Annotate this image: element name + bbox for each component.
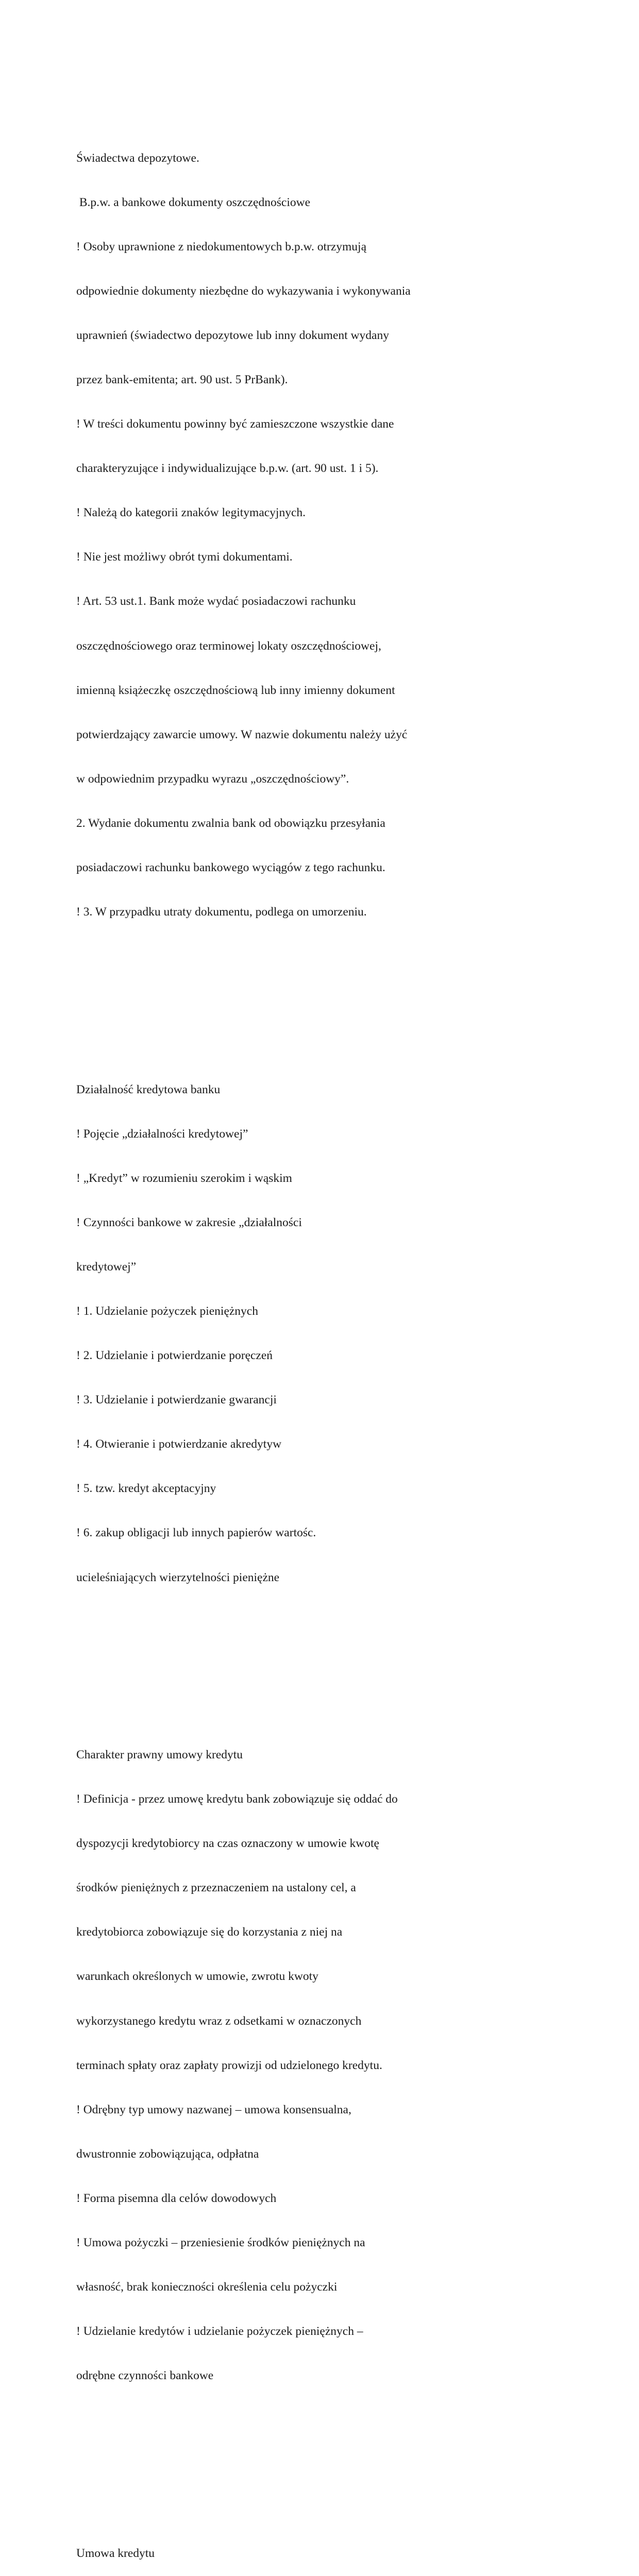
document-body: [76, 77, 592, 2576]
section-swiadectwa-depozytowe: [76, 121, 592, 949]
paragraph-line: terminach spłaty oraz zapłaty prowizji od udzielonego kredytu.: [76, 2058, 382, 2072]
paragraph-line: wykorzystanego kredytu wraz z odsetkami w oznaczonych: [76, 2014, 362, 2028]
paragraph-line: ! 2. Udzielanie i potwierdzanie poręczeń: [76, 1349, 273, 1363]
paragraph-spacer: [76, 993, 592, 1008]
paragraph-line: ! Odrębny typ umowy nazwanej – umowa konsensualna,: [76, 2103, 351, 2116]
paragraph-line: ! Umowa pożyczki – przeniesienie środków pieniężnych na: [76, 2235, 365, 2249]
paragraph-line: ! Osoby uprawnione z niedokumentowych b.p.w. otrzymują: [76, 240, 367, 253]
section-dzialalnosc-kredytowa: [76, 1053, 592, 1615]
paragraph-line: ! Nie jest możliwy obrót tymi dokumentami.: [76, 550, 293, 564]
paragraph-line: ! Udzielanie kredytów i udzielanie pożyczek pieniężnych –: [76, 2325, 363, 2338]
paragraph-line: ! 1. Udzielanie pożyczek pieniężnych: [76, 1304, 258, 1318]
paragraph-line: imienną książeczkę oszczędnościową lub inny imienny dokument: [76, 683, 395, 697]
paragraph-line: posiadaczowi rachunku bankowego wyciągów z tego rachunku.: [76, 861, 385, 875]
paragraph-line: ! 3. W przypadku utraty dokumentu, podlega on umorzeniu.: [76, 905, 367, 919]
paragraph-spacer: [76, 2457, 592, 2472]
section-heading: Umowa kredytu: [76, 2546, 155, 2560]
section-charakter-prawny: [76, 1718, 592, 2413]
paragraph-line: w odpowiednim przypadku wyrazu „oszczędnościowy”.: [76, 772, 349, 786]
paragraph-line: ! Należą do kategorii znaków legitymacyjnych.: [76, 506, 306, 520]
paragraph-line: odrębne czynności bankowe: [76, 2369, 214, 2383]
paragraph-line: ! „Kredyt” w rozumieniu szerokim i wąskim: [76, 1171, 292, 1185]
paragraph-line: kredytobiorca zobowiązuje się do korzystania z niej na: [76, 1925, 343, 1939]
paragraph-line: środków pieniężnych z przeznaczeniem na ustalony cel, a: [76, 1881, 356, 1895]
paragraph-line: ! Pojęcie „działalności kredytowej”: [76, 1127, 248, 1141]
paragraph-line: własność, brak konieczności określenia celu pożyczki: [76, 2280, 338, 2294]
paragraph-line: ! 3. Udzielanie i potwierdzanie gwarancji: [76, 1393, 277, 1407]
paragraph-line: 2. Wydanie dokumentu zwalnia bank od obowiązku przesyłania: [76, 816, 385, 830]
section-umowa-kredytu: [76, 2516, 592, 2576]
paragraph-line: B.p.w. a bankowe dokumenty oszczędnościowe: [76, 195, 310, 209]
paragraph-line: ! 5. tzw. kredyt akceptacyjny: [76, 1482, 216, 1496]
section-heading: Charakter prawny umowy kredytu: [76, 1748, 243, 1761]
paragraph-line: dyspozycji kredytobiorcy na czas oznaczony w umowie kwotę: [76, 1837, 379, 1851]
paragraph-line: dwustronnie zobowiązująca, odpłatna: [76, 2147, 259, 2161]
paragraph-line: odpowiednie dokumenty niezbędne do wykazywania i wykonywania: [76, 284, 411, 298]
paragraph-line: potwierdzający zawarcie umowy. W nazwie dokumentu należy użyć: [76, 727, 408, 741]
section-heading: Świadectwa depozytowe.: [76, 151, 199, 165]
paragraph-line: ! Czynności bankowe w zakresie „działalności: [76, 1215, 302, 1229]
paragraph-line: uprawnień (świadectwo depozytowe lub inny dokument wydany: [76, 328, 389, 342]
paragraph-line: ! Forma pisemna dla celów dowodowych: [76, 2191, 277, 2205]
paragraph-line: ! Definicja - przez umowę kredytu bank zobowiązuje się oddać do: [76, 1792, 398, 1806]
paragraph-line: ! W treści dokumentu powinny być zamieszczone wszystkie dane: [76, 417, 394, 431]
paragraph-line: ucieleśniających wierzytelności pieniężne: [76, 1570, 280, 1584]
paragraph-line: warunkach określonych w umowie, zwrotu kwoty: [76, 1970, 318, 1984]
paragraph-line: charakteryzujące i indywidualizujące b.p.w. (art. 90 ust. 1 i 5).: [76, 462, 379, 476]
paragraph-line: przez bank-emitenta; art. 90 ust. 5 PrBank).: [76, 372, 288, 386]
paragraph-line: ! 4. Otwieranie i potwierdzanie akredytyw: [76, 1437, 282, 1451]
paragraph-line: ! Art. 53 ust.1. Bank może wydać posiadaczowi rachunku: [76, 595, 356, 608]
paragraph-spacer: [76, 1659, 592, 1674]
section-heading: Działalność kredytowa banku: [76, 1082, 221, 1096]
paragraph-line: kredytowej”: [76, 1260, 137, 1274]
paragraph-line: ! 6. zakup obligacji lub innych papierów wartośc.: [76, 1526, 316, 1540]
paragraph-line: oszczędnościowego oraz terminowej lokaty oszczędnościowej,: [76, 639, 381, 653]
